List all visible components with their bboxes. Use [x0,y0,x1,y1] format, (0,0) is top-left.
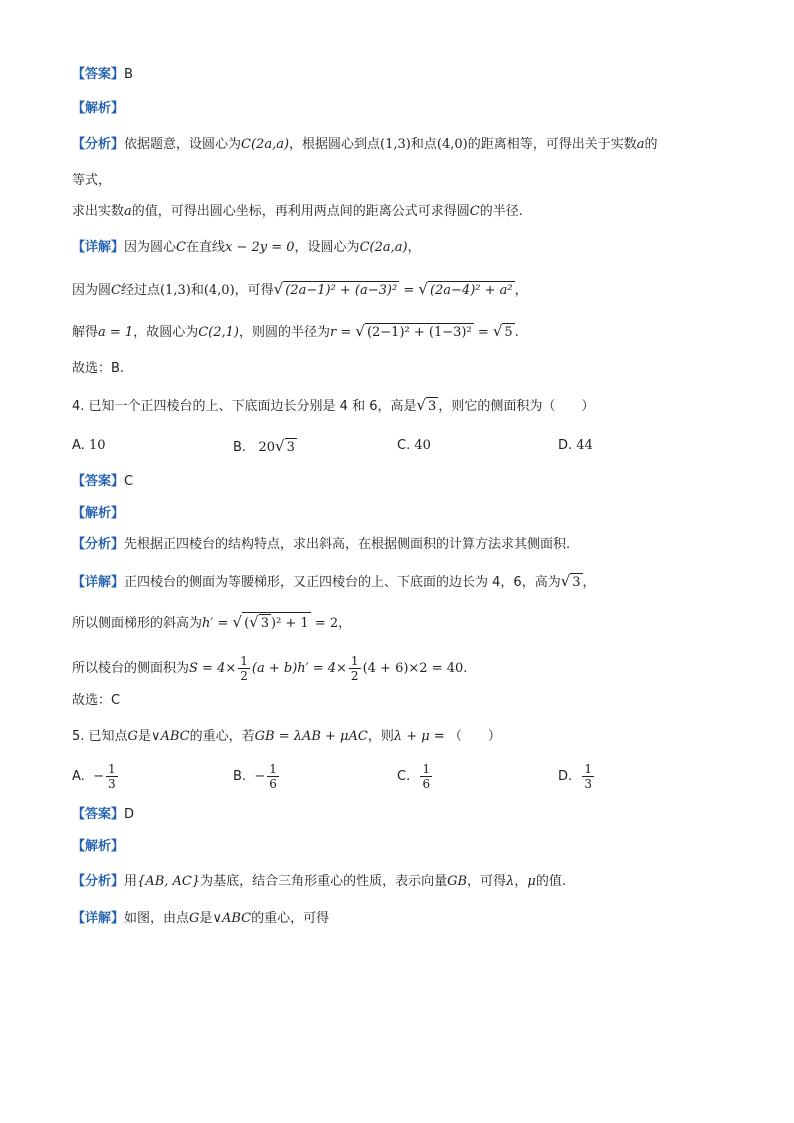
option-label: A. [72,438,85,453]
q5-stem-text2: 是 [137,729,151,744]
q4-d2-text1: 所以侧面梯形的斜高为 [72,616,203,631]
q5-stem-vec: GB = λAB + μAC [254,729,368,744]
option-frac [267,762,279,791]
q3-d2-text3: 和 [190,283,204,298]
q3-fenxi-a2: a [124,204,132,219]
q4-d2-rad-inner: 3 [260,616,269,631]
option-frac [420,762,432,791]
q5-fenxi-text5: 的值. [535,874,566,889]
q3-d2-text5: ， [514,283,528,298]
option-sign: − [93,769,104,784]
q4-d3-frac1 [238,654,250,683]
q3-detail-line-eq: x − 2y = 0 [225,240,295,255]
option-label: C. [397,438,411,453]
q3-d3-eq: = [473,325,493,340]
q5-fenxi-mu: μ [527,874,536,889]
q3-detail-text2: 在直线 [185,240,225,255]
q4-detail-line2: 所以侧面梯形的斜高为h′ = √ (√ 3 )² + 1 = 2， [72,613,352,631]
answer-tag: 【答案】 [72,807,125,822]
q3-detail-text4: ， [407,240,421,255]
q5-fenxi-line [72,873,566,891]
q4-stem-text2: ，则它的侧面积为（ ） [438,399,595,414]
q3-fenxi-text3: 和点 [410,137,437,152]
option-text: 10 [88,438,106,453]
frac-num: 1 [240,654,248,668]
q4-d2-rad-rest: ² + 1 [276,616,309,631]
q3-fenxi-text2: ，根据圆心到点 [289,137,381,152]
q5-fenxi-text4: ， [514,874,528,889]
q4-d3-mid: (a + b)h′ = 4× [251,661,347,676]
q4-answer-value: C [124,474,134,489]
q5-stem [72,728,501,746]
q4-d3-s: S = 4× [189,661,237,676]
q4-d2-h: h′ = [202,616,233,631]
q3-fenxi-p2: (4,0) [436,137,468,152]
q3-d2-text2: 经过点 [120,283,160,298]
frac-den: 6 [269,777,277,791]
q5-stem-g: G [127,729,138,744]
q4-option-a[interactable] [72,437,105,455]
q3-detail-text3: ，设圆心为 [294,240,360,255]
q3-detail-line2: 因为圆C经过点(1,3)和(4,0)，可得√ (2a−1)² + (a−3)² = √ (2a−4)² + a² ， [72,280,528,298]
frac-den: 3 [584,777,593,791]
q5-fenxi-text3: ，可得 [467,874,507,889]
option-b-sqrt: 3 [286,440,295,455]
q4-answer-line [72,473,133,491]
q3-analysis-tag [72,100,124,118]
q5-detail-g: G [189,911,200,926]
analysis-tag: 【解析】 [72,506,125,521]
q5-answer-value: D [124,807,135,822]
q4-detail-text1: 正四棱台的侧面为等腰梯形，又正四棱台的上、下底面的边长为 4，6，高为 [124,575,561,590]
q5-stem-text5: = （ ） [429,729,501,744]
q3-d3-a: a = 1 [98,325,134,340]
analysis-tag: 【解析】 [72,839,125,854]
q3-fenxi-expr1: C(2a,a) [241,137,290,152]
q4-stem: 4. 已知一个正四棱台的上、下底面边长分别是 4 和 6，高是√ 3 ，则它的侧面积为（ ） [72,396,595,414]
q5-option-a[interactable] [72,762,120,791]
option-label: B. [233,440,247,455]
q5-detail-text3: 的重心，可得 [251,911,330,926]
q5-fenxi-lambda: λ [506,874,515,889]
q4-option-d[interactable] [558,437,593,455]
option-text: 44 [576,438,593,453]
option-sign: − [254,769,266,784]
q5-fenxi-text1: 用 [124,874,138,889]
option-text: 20 [258,440,276,455]
q5-detail-text1: 如图，由点 [124,911,190,926]
q3-d2-rhs: (2a−4)² + a² [429,283,513,298]
q3-d3-radicand: (2−1)² + (1−3)² [366,325,472,340]
q3-detail-line3: 解得a = 1，故圆心为C(2,1)，则圆的半径为r = √ (2−1)² + (1−3)² = √ 5 . [72,322,519,340]
q4-fenxi-text: 先根据正四棱台的结构特点，求出斜高，在根据侧面积的计算方法求其侧面积. [124,537,571,552]
q5-detail-line1 [72,910,329,928]
q4-detail-line1: 【详解】正四棱台的侧面为等腰梯形，又正四棱台的上、下底面的边长为 4，6，高为√ 3 ， [72,572,596,590]
answer-tag: 【答案】 [72,474,125,489]
frac-num: 1 [350,654,359,668]
q4-stem-text1: 4. 已知一个正四棱台的上、下底面边长分别是 4 和 6，高是 [72,399,417,414]
q5-stem-text4: ，则 [367,729,394,744]
frac-den: 6 [422,777,431,791]
q4-option-b[interactable]: B. 20√ 3 [233,437,295,455]
q3-guxuan: 故选：B. [72,361,125,376]
q5-analysis-tag [72,838,124,856]
option-label: B. [233,769,247,784]
option-label: A. [72,769,85,784]
q5-option-b[interactable] [233,762,281,791]
q4-fenxi-line [72,536,570,554]
frac-den: 2 [350,669,359,683]
q5-option-d[interactable] [558,762,596,791]
frac-num: 1 [422,762,431,776]
q3-answer-line [72,66,133,84]
q4-d2-radicand: (√ 3 )² + 1 [244,613,309,631]
q3-d3-end: . [514,325,519,340]
q4-d3-frac2 [349,654,361,683]
q5-stem-lm: λ + μ [393,729,430,744]
q4-detail-text2: ， [582,575,596,590]
q4-d3-text1: 所以棱台的侧面积为 [72,661,190,676]
q3-fenxi-text4: 的距离相等，可得出关于实数 [467,137,637,152]
q5-answer-line [72,806,134,824]
q4-d2-end: ， [338,616,352,631]
q3-d3-sqrt5: 5 [504,325,513,340]
q3-d2-text4: ，可得 [234,283,274,298]
q4-stem-sqrt: 3 [428,399,437,414]
q3-fenxi-line3a: 求出实数 [72,204,125,219]
q3-d3-text1: 解得 [72,325,99,340]
q4-detail-line3 [72,654,467,683]
q5-fenxi-basis: {AB, AC} [137,874,201,889]
frac-den: 3 [107,777,116,791]
frac-num: 1 [107,762,116,776]
q4-d3-tail: (4 + 6)×2 = 40 [362,661,464,676]
q5-stem-text1: 5. 已知点 [72,729,128,744]
frac-num: 1 [584,762,593,776]
q3-d3-text3: ，则圆的半径为 [238,325,330,340]
q3-fenxi-line3c: 的半径. [479,204,523,219]
q3-d2-p2: (4,0) [203,283,235,298]
q5-stem-text3: 的重心，若 [189,729,255,744]
q5-stem-tri: ∨ABC [150,729,190,744]
q5-detail-text2: 是 [199,911,213,926]
q4-detail-sqrt: 3 [572,575,581,590]
option-label: D. [558,769,573,784]
q3-fenxi-line3b: 的值，可得出圆心坐标，再利用两点间的距离公式可求得圆 [131,204,470,219]
q3-fenxi-text5: 的 [644,137,658,152]
fenxi-tag: 【分析】 [72,874,125,889]
q5-fenxi-text2: 为基底，结合三角形重心的性质，表示向量 [200,874,448,889]
q3-fenxi-line1 [72,136,658,154]
q3-fenxi-text1: 依据题意，设圆心为 [124,137,242,152]
q4-d3-end: . [463,661,468,676]
option-frac [582,762,594,791]
q3-d3-r: r = [330,325,356,340]
q3-detail-center: C(2a,a) [359,240,408,255]
answer-tag: 【答案】 [72,67,125,82]
q3-d2-p1: (1,3) [159,283,191,298]
q3-detail-line1: 【详解】因为圆心C在直线x − 2y = 0，设圆心为C(2a,a)， [72,240,421,255]
fenxi-tag: 【分析】 [72,137,125,152]
q5-fenxi-gb: GB [447,874,468,889]
q5-option-c[interactable] [397,762,434,791]
detail-tag: 【详解】 [72,911,125,926]
option-label: C. [397,769,411,784]
q3-detail-text1: 因为圆心 [124,240,177,255]
q5-detail-tri: ∨ABC [212,911,252,926]
q3-d2-text1: 因为圆 [72,283,112,298]
q4-analysis-tag [72,505,124,523]
option-label: D. [558,438,573,453]
q3-fenxi-p1: (1,3) [380,137,411,152]
q4-d2-eq: = 2 [310,616,339,631]
q3-d2-lhs: (2a−1)² + (a−3)² [285,283,398,298]
q3-answer-value: B [124,67,133,82]
q3-fenxi-line3: 求出实数a的值，可得出圆心坐标，再利用两点间的距离公式可求得圆C的半径. [72,204,523,219]
option-text: 40 [414,438,431,453]
frac-num: 1 [269,762,277,776]
frac-den: 2 [240,669,248,683]
option-frac [106,762,118,791]
detail-tag: 【详解】 [72,240,125,255]
q3-d3-center: C(2,1) [198,325,239,340]
q4-guxuan: 故选：C [72,693,121,708]
detail-tag: 【详解】 [72,575,125,590]
analysis-tag: 【解析】 [72,101,125,116]
q4-option-c[interactable] [397,437,431,455]
q3-d3-text2: ，故圆心为 [133,325,199,340]
fenxi-tag: 【分析】 [72,537,125,552]
q3-fenxi-line2: 等式， [72,173,112,188]
q3-fenxi-a: a [636,137,645,152]
